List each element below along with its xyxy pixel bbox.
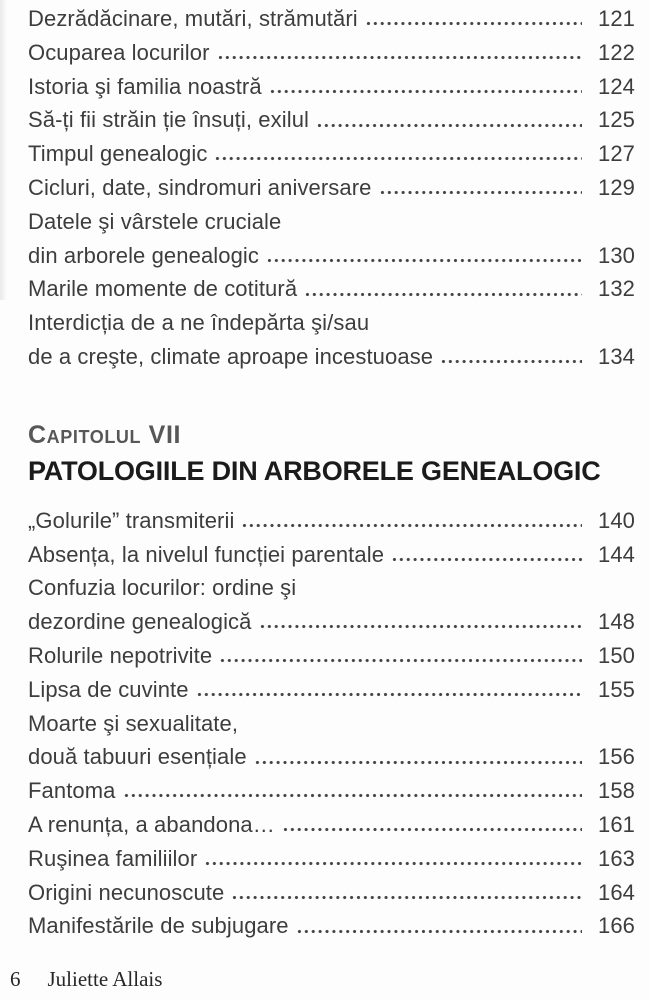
toc-page-number: 164 bbox=[597, 879, 635, 905]
toc-entry bbox=[28, 504, 635, 538]
dot-leader bbox=[269, 70, 582, 104]
toc-entry-line bbox=[28, 306, 635, 340]
toc-entry-line bbox=[28, 842, 635, 876]
toc-page-number: 132 bbox=[597, 276, 635, 302]
toc-entry bbox=[28, 774, 635, 808]
toc-entry bbox=[28, 70, 635, 104]
dot-leader bbox=[219, 639, 582, 673]
toc-entry-line bbox=[28, 808, 635, 842]
dot-leader bbox=[365, 2, 582, 36]
toc-entry-title: Origini necunoscute bbox=[28, 879, 225, 905]
toc-page-number: 122 bbox=[597, 39, 635, 65]
toc-entry-title: Ruşinea familiilor bbox=[28, 845, 198, 871]
dot-leader bbox=[196, 673, 582, 707]
toc-entry bbox=[28, 909, 635, 943]
toc-entry-title: dezordine genealogică bbox=[28, 609, 252, 635]
dot-leader bbox=[241, 504, 582, 538]
toc-entry bbox=[28, 2, 635, 36]
footer bbox=[10, 967, 162, 992]
toc-page-number: 163 bbox=[597, 845, 635, 871]
toc-page-number: 166 bbox=[597, 913, 635, 939]
toc-entry-title: Timpul genealogic bbox=[28, 141, 208, 167]
toc-entry-line bbox=[28, 239, 635, 273]
toc-page-number: 161 bbox=[597, 811, 635, 837]
dot-leader bbox=[123, 774, 582, 808]
toc-entry-line bbox=[28, 70, 635, 104]
toc-entry-title: de a creşte, climate aproape incestuoase bbox=[28, 343, 434, 369]
dot-leader bbox=[379, 171, 582, 205]
dot-leader bbox=[259, 605, 583, 639]
toc-page-number: 130 bbox=[597, 242, 635, 268]
dot-leader bbox=[204, 842, 582, 876]
toc-entry-title: A renunța, a abandona… bbox=[28, 811, 275, 837]
toc-entry-line bbox=[28, 909, 635, 943]
toc-page-number: 124 bbox=[597, 73, 635, 99]
toc-entry bbox=[28, 272, 635, 306]
toc-page-number: 121 bbox=[597, 6, 635, 31]
chapter-title: PATOLOGIILE DIN ARBORELE GENEALOGIC bbox=[28, 455, 601, 486]
toc-entry bbox=[28, 876, 635, 910]
toc-entry bbox=[28, 171, 635, 205]
dot-leader bbox=[282, 808, 582, 842]
toc-entry bbox=[28, 103, 635, 137]
toc-page-number: 129 bbox=[597, 174, 635, 200]
toc-entry-line bbox=[28, 340, 635, 374]
dot-leader bbox=[391, 538, 582, 572]
toc-entry-title: Marile momente de cotitură bbox=[28, 276, 298, 302]
dot-leader bbox=[440, 340, 582, 374]
toc-entry bbox=[28, 205, 635, 273]
toc-entry-line bbox=[28, 673, 635, 707]
toc-entry-title: Ocuparea locurilor bbox=[28, 39, 210, 65]
toc-entry-title: Interdicția de a ne îndepărta şi/sau bbox=[28, 310, 370, 336]
toc-entry-title: Confuzia locurilor: ordine şi bbox=[28, 575, 297, 601]
toc-page-number: 156 bbox=[597, 744, 635, 770]
footer-author: Juliette Allais bbox=[47, 967, 163, 991]
toc-entry-title: Rolurile nepotrivite bbox=[28, 642, 213, 668]
toc-page-number: 150 bbox=[597, 642, 635, 668]
toc-entry bbox=[28, 808, 635, 842]
toc-entry bbox=[28, 673, 635, 707]
toc-entry-title: „Golurile” transmiterii bbox=[28, 507, 235, 533]
toc-page-number: 155 bbox=[597, 676, 635, 702]
toc-entry bbox=[28, 137, 635, 171]
dot-leader bbox=[214, 137, 582, 171]
toc-entry-title: Dezrădăcinare, mutări, strămutări bbox=[28, 6, 358, 31]
toc-page-number: 125 bbox=[597, 107, 635, 133]
toc-entry bbox=[28, 538, 635, 572]
toc-entry-line bbox=[28, 103, 635, 137]
toc-entry bbox=[28, 571, 635, 639]
dot-leader bbox=[304, 272, 582, 306]
toc-entry-line bbox=[28, 538, 635, 572]
toc-entry-title: Manifestările de subjugare bbox=[28, 913, 289, 939]
toc-entry-line bbox=[28, 571, 635, 605]
chapter-label: Capitolul VII bbox=[28, 420, 182, 449]
toc-entry-line bbox=[28, 740, 635, 774]
toc-entry-title: din arborele genealogic bbox=[28, 242, 260, 268]
toc-entry-title: două tabuuri esențiale bbox=[28, 744, 247, 770]
toc-entry-title: Absența, la nivelul funcției parentale bbox=[28, 541, 385, 567]
toc-entry-line bbox=[28, 171, 635, 205]
dot-leader bbox=[254, 740, 582, 774]
toc-entry-title: Cicluri, date, sindromuri aniversare bbox=[28, 174, 372, 200]
toc-entry-line bbox=[28, 36, 635, 70]
toc-entry-line bbox=[28, 876, 635, 910]
toc-entry-title: Fantoma bbox=[28, 778, 116, 804]
toc-entry-line bbox=[28, 707, 635, 741]
dot-leader bbox=[296, 909, 582, 943]
toc-page-number: 158 bbox=[597, 778, 635, 804]
toc-entry-line bbox=[28, 639, 635, 673]
toc-entry-title: Moarte şi sexualitate, bbox=[28, 710, 239, 736]
chapter-heading bbox=[28, 418, 635, 490]
toc-entry bbox=[28, 707, 635, 775]
toc-entry bbox=[28, 639, 635, 673]
dot-leader bbox=[231, 876, 582, 910]
toc-page-number: 140 bbox=[597, 507, 635, 533]
toc-page-number: 127 bbox=[597, 141, 635, 167]
toc-page-number: 144 bbox=[597, 541, 635, 567]
toc-entry bbox=[28, 36, 635, 70]
dot-leader bbox=[316, 103, 582, 137]
toc-page-number: 134 bbox=[597, 343, 635, 369]
toc-entry-title: Datele şi vârstele cruciale bbox=[28, 208, 282, 234]
toc-entry-line bbox=[28, 774, 635, 808]
toc-entry-title: Să-ți fii străin ție însuți, exilul bbox=[28, 107, 310, 133]
toc-entry-line bbox=[28, 205, 635, 239]
toc-entry-line bbox=[28, 504, 635, 538]
toc-entry bbox=[28, 306, 635, 374]
toc-entry-line bbox=[28, 605, 635, 639]
dot-leader bbox=[217, 36, 582, 70]
toc-entry-line bbox=[28, 137, 635, 171]
toc-entry-title: Lipsa de cuvinte bbox=[28, 676, 189, 702]
toc-entry-line bbox=[28, 2, 635, 36]
footer-page-number: 6 bbox=[10, 967, 21, 991]
toc-entry-line bbox=[28, 272, 635, 306]
toc-entry-title: Istoria şi familia noastră bbox=[28, 73, 262, 99]
dot-leader bbox=[266, 239, 582, 273]
toc-page-number: 148 bbox=[597, 609, 635, 635]
toc-entry bbox=[28, 842, 635, 876]
